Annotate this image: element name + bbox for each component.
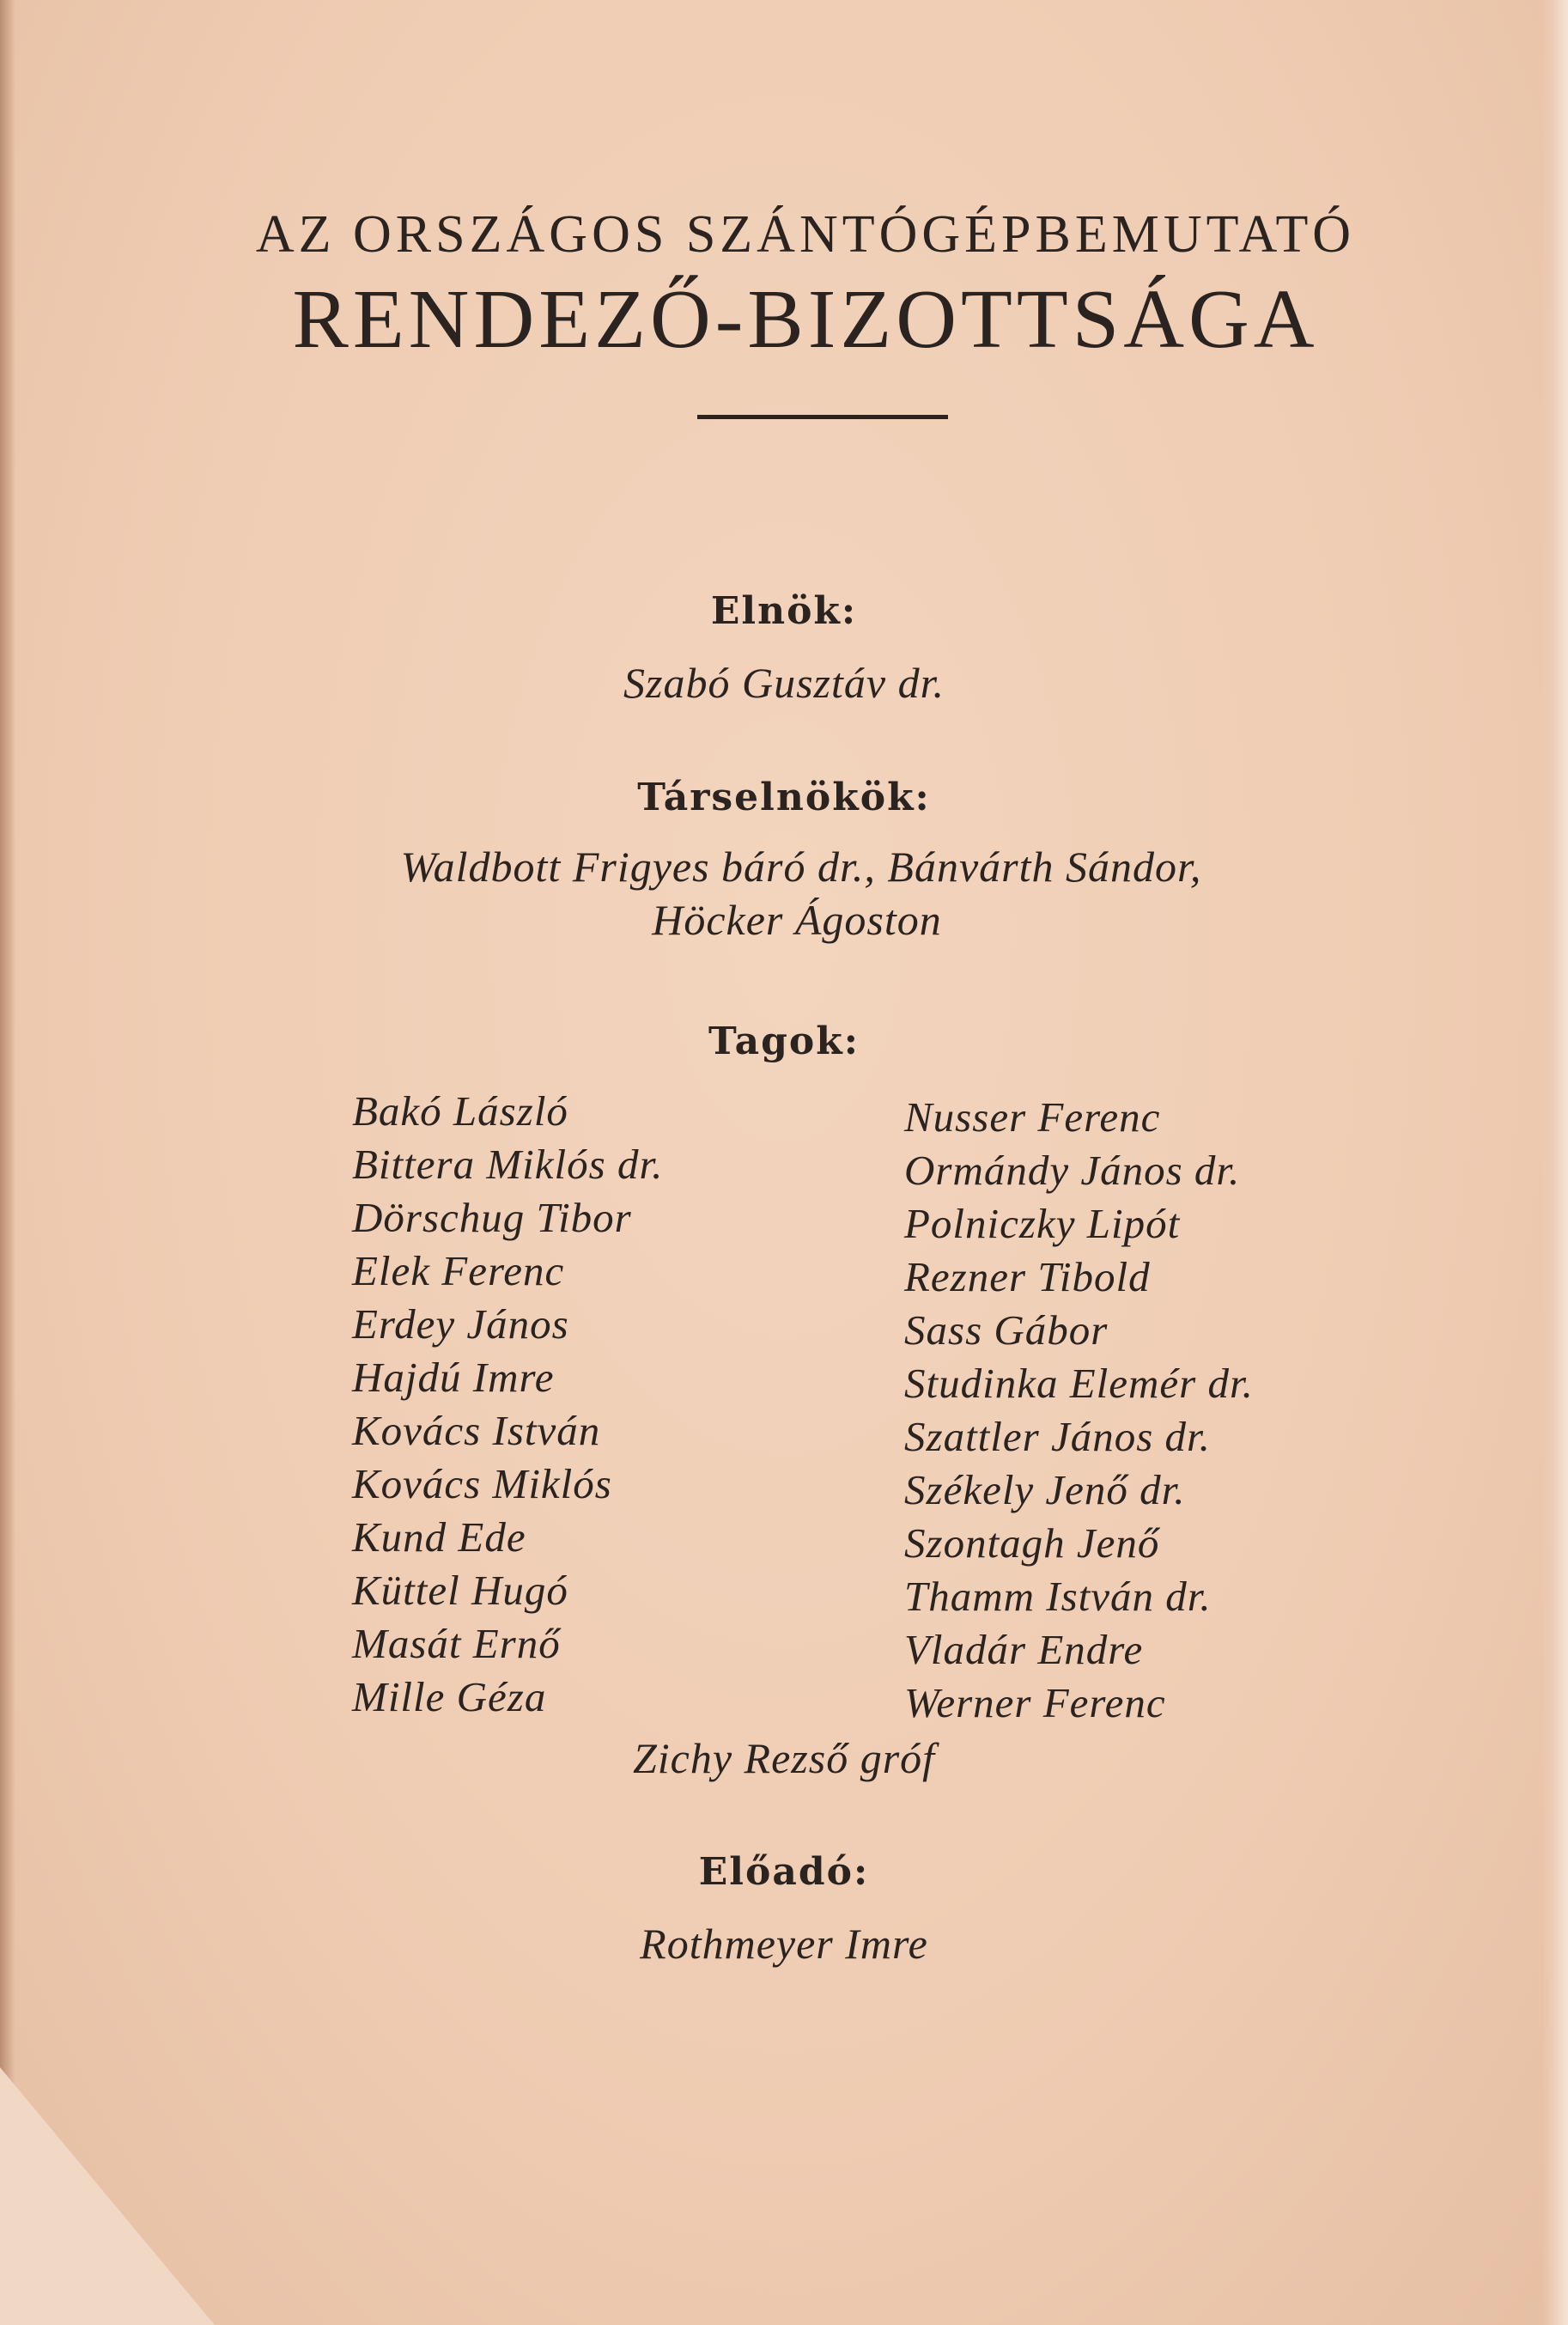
member-left: Kund Ede — [352, 1513, 526, 1561]
member-right: Thamm István dr. — [904, 1573, 1212, 1620]
member-left: Kovács Miklós — [352, 1460, 612, 1507]
elnok-name: Szabó Gusztáv dr. — [623, 659, 945, 707]
folded-corner — [0, 2067, 215, 2325]
header-title-line1: AZ ORSZÁGOS SZÁNTÓGÉPBEMUTATÓ — [255, 205, 1356, 264]
elnok-heading: Elnök: — [710, 589, 858, 633]
member-left: Masát Ernő — [352, 1620, 561, 1667]
member-right: Ormándy János dr. — [904, 1147, 1241, 1194]
header-title-line2: RENDEZŐ-BIZOTTSÁGA — [292, 273, 1319, 366]
member-right: Szattler János dr. — [904, 1413, 1211, 1460]
member-last: Zichy Rezső gróf — [632, 1734, 936, 1782]
member-right: Nusser Ferenc — [904, 1093, 1161, 1141]
member-right: Rezner Tibold — [904, 1253, 1151, 1300]
member-left: Kovács István — [352, 1407, 601, 1454]
member-left: Bittera Miklós dr. — [352, 1141, 664, 1188]
tarselnokok-heading: Társelnökök: — [637, 776, 931, 819]
member-right: Sass Gábor — [904, 1306, 1109, 1354]
header-rule — [697, 415, 948, 419]
member-left: Bakó László — [352, 1087, 568, 1135]
tarselnokok-line2: Höcker Ágoston — [652, 896, 942, 944]
member-right: Székely Jenő dr. — [904, 1466, 1186, 1513]
tarselnokok-line1: Waldbott Frigyes báró dr., Bánvárth Sándor, — [400, 843, 1202, 891]
eloado-heading: Előadó: — [698, 1850, 870, 1894]
member-right: Polniczky Lipót — [904, 1200, 1181, 1247]
eloado-name: Rothmeyer Imre — [640, 1920, 928, 1968]
tagok-heading: Tagok: — [708, 1019, 860, 1063]
member-right: Studinka Elemér dr. — [904, 1360, 1254, 1407]
member-left: Hajdú Imre — [352, 1354, 555, 1401]
member-left: Mille Géza — [352, 1673, 547, 1720]
member-right: Vladár Endre — [904, 1626, 1144, 1673]
member-left: Elek Ferenc — [352, 1247, 565, 1294]
member-right: Szontagh Jenő — [904, 1519, 1160, 1567]
member-left: Küttel Hugó — [352, 1567, 568, 1614]
member-right: Werner Ferenc — [904, 1679, 1166, 1726]
member-left: Erdey János — [352, 1300, 569, 1348]
member-left: Dörschug Tibor — [352, 1194, 632, 1241]
